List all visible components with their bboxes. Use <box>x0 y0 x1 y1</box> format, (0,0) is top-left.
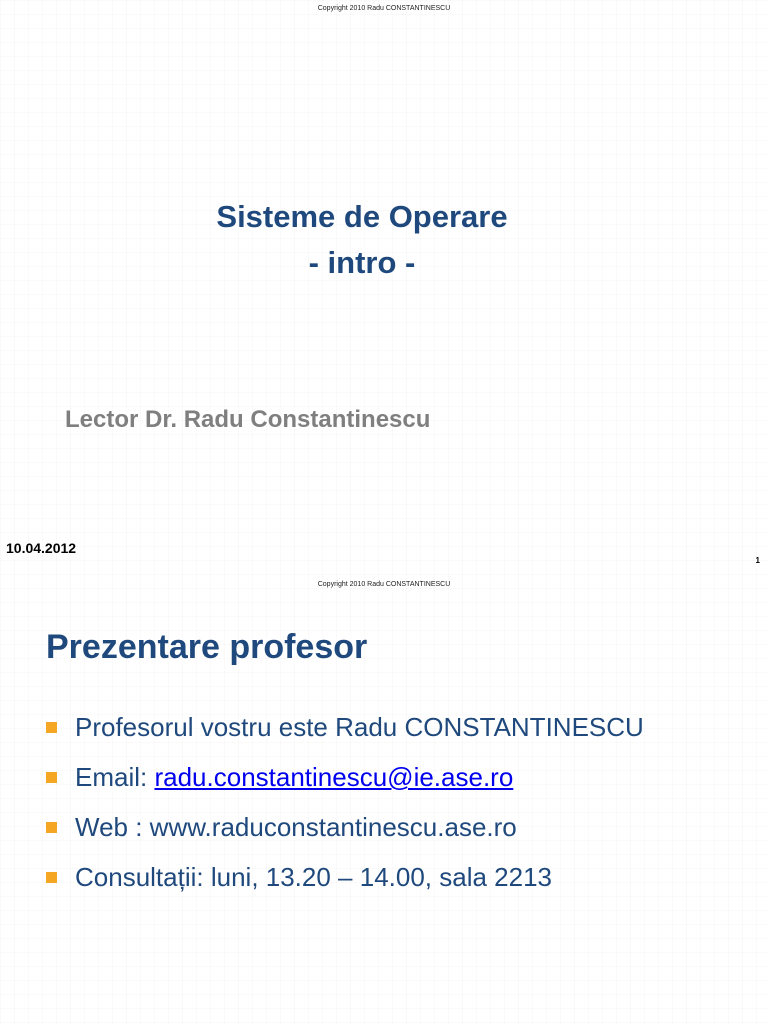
email-link[interactable]: radu.constantinescu@ie.ase.ro <box>154 762 514 792</box>
slide-professor <box>0 576 768 1024</box>
copyright-notice: Copyright 2010 Radu CONSTANTINESCU <box>317 581 451 588</box>
slide-heading: Prezentare profesor <box>46 628 368 666</box>
title-line-2: - intro - <box>308 245 416 280</box>
bullet-item-consultations <box>46 862 644 912</box>
square-bullet-icon <box>46 872 57 883</box>
square-bullet-icon <box>46 822 57 833</box>
bullet-item-web <box>46 812 644 862</box>
square-bullet-icon <box>46 772 57 783</box>
title-line-1: Sisteme de Operare <box>216 199 508 234</box>
bullet-list <box>46 712 644 912</box>
bullet-item-professor <box>46 712 644 762</box>
square-bullet-icon <box>46 722 57 733</box>
email-label: Email: <box>75 762 155 792</box>
slide-date: 10.04.2012 <box>6 540 77 556</box>
author-subtitle: Lector Dr. Radu Constantinescu <box>65 406 431 433</box>
slide-title-text <box>0 194 724 286</box>
bullet-item-email <box>46 762 644 812</box>
bullet-text: Web : www.raduconstantinescu.ase.ro <box>75 812 517 842</box>
bullet-text: Profesorul vostru este Radu CONSTANTINESCU <box>75 712 644 742</box>
slide-number: 1 <box>755 556 760 565</box>
copyright-notice: Copyright 2010 Radu CONSTANTINESCU <box>317 5 451 12</box>
bullet-text: Consultații: luni, 13.20 – 14.00, sala 2213 <box>75 862 553 892</box>
